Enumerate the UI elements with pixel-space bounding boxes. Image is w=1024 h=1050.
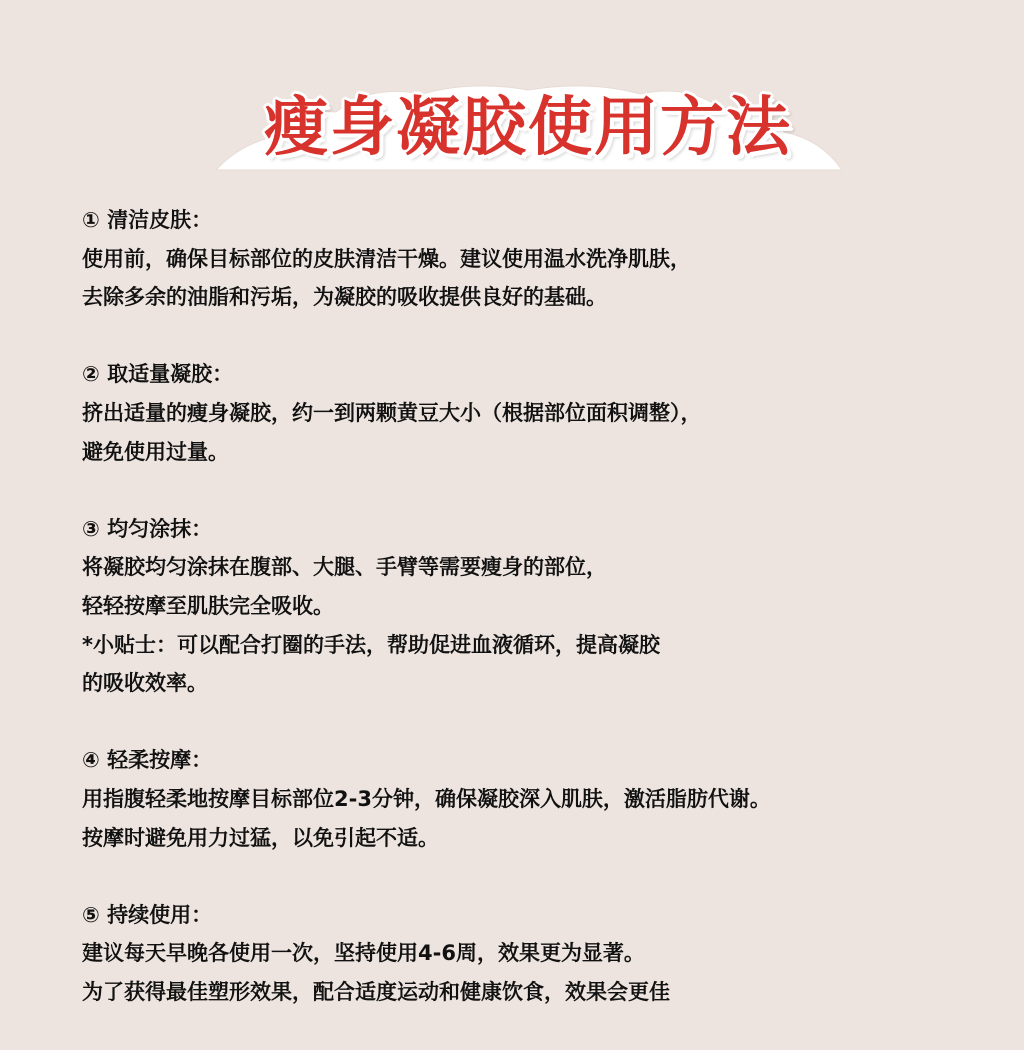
section-heading: ⑤ 持续使用： [82,902,213,927]
section-text: 使用前，确保目标部位的皮肤清洁干燥。建议使用温水洗净肌肤， [82,246,691,271]
section-text: 去除多余的油脂和污垢，为凝胶的吸收提供良好的基础。 [82,285,607,310]
section-text: 轻轻按摩至肌肤完全吸收。 [82,593,334,618]
tip-text: *小贴士：可以配合打圈的手法，帮助促进血液循环，提高凝胶 [82,632,660,657]
page-title: 瘦身凝胶使用方法 [264,91,792,165]
section-heading: ③ 均匀涂抹： [82,516,213,541]
section-text: 挤出适量的瘦身凝胶，约一到两颗黄豆大小（根据部位面积调整）， [82,400,702,425]
section-massage [82,741,982,857]
section-text: 避免使用过量。 [82,439,229,464]
section-heading: ④ 轻柔按摩： [82,748,213,773]
section-text: 用指腹轻柔地按摩目标部位2-3分钟，确保凝胶深入肌肤，激活脂肪代谢。 [82,786,771,811]
section-continue [82,896,982,1012]
section-text: 将凝胶均匀涂抹在腹部、大腿、手臂等需要瘦身的部位， [82,555,607,580]
section-apply [82,510,982,703]
section-heading: ② 取适量凝胶： [82,362,234,387]
section-text: 建议每天早晚各使用一次，坚持使用4-6周，效果更为显著。 [82,941,645,966]
instructions [82,201,982,1050]
tip-text: 的吸收效率。 [82,671,208,696]
section-text: 为了获得最佳塑形效果，配合适度运动和健康饮食，效果会更佳 [82,979,670,1004]
section-cleanse [82,201,982,317]
title-banner [210,78,846,174]
section-text: 按摩时避免用力过猛，以免引起不适。 [82,825,439,850]
section-heading: ① 清洁皮肤： [82,208,213,232]
section-amount [82,355,982,471]
